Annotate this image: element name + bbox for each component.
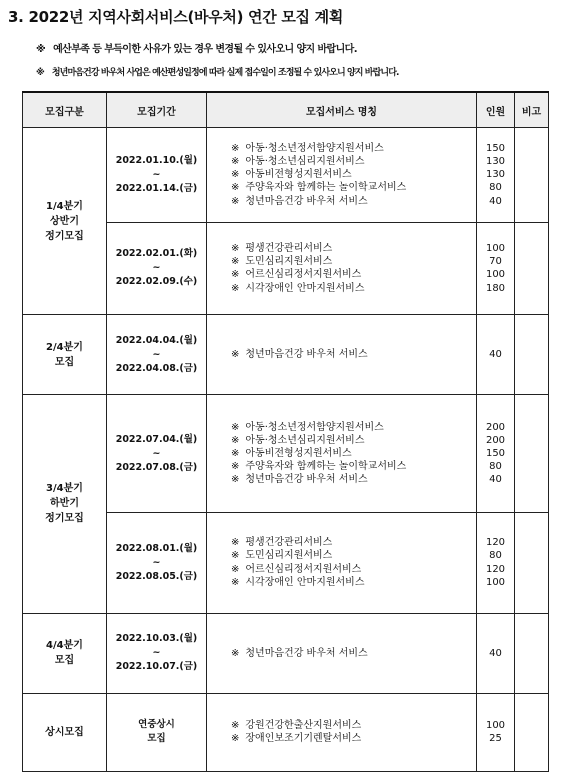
reference-mark: ※ bbox=[231, 576, 240, 588]
count-value: 100 bbox=[485, 243, 506, 255]
service-item bbox=[231, 242, 476, 255]
count-value: 200 bbox=[485, 434, 506, 446]
count-value: 40 bbox=[489, 349, 502, 361]
category-cell bbox=[23, 128, 107, 315]
table-row bbox=[23, 395, 549, 512]
notice-text: 예산부족 등 부득이한 사유가 있는 경우 변경될 수 있사오니 양지 바랍니다. bbox=[53, 44, 357, 55]
category-text: 상반기 bbox=[50, 215, 79, 227]
category-text: 2/4분기 bbox=[46, 341, 83, 353]
page-title: 3. 2022년 지역사회서비스(바우처) 연간 모집 계획 bbox=[8, 8, 344, 26]
reference-mark: ※ bbox=[36, 44, 46, 55]
category-cell bbox=[23, 315, 107, 395]
header-remarks: 비고 bbox=[515, 92, 549, 128]
period-text: ~ bbox=[152, 447, 161, 459]
service-name: 주양육자와 함께하는 놀이학교서비스 bbox=[245, 461, 407, 473]
period-text: ~ bbox=[152, 168, 161, 180]
service-name: 주양육자와 함께하는 놀이학교서비스 bbox=[245, 182, 407, 194]
table-row bbox=[23, 128, 549, 223]
reference-mark: ※ bbox=[231, 256, 240, 268]
service-name: 도민심리지원서비스 bbox=[245, 256, 333, 268]
category-cell bbox=[23, 693, 107, 771]
count-value: 200 bbox=[485, 421, 506, 433]
service-cell bbox=[207, 395, 477, 512]
category-text: 정기모집 bbox=[45, 230, 84, 242]
count-value: 120 bbox=[485, 563, 506, 575]
service-item bbox=[231, 255, 476, 268]
reference-mark: ※ bbox=[231, 537, 240, 549]
service-name: 시각장애인 안마지원서비스 bbox=[245, 282, 365, 294]
service-item bbox=[231, 536, 476, 549]
service-item bbox=[231, 142, 476, 155]
remarks-cell bbox=[515, 613, 549, 693]
count-value: 40 bbox=[489, 647, 502, 659]
remarks-cell bbox=[515, 512, 549, 613]
service-cell bbox=[207, 222, 477, 315]
reference-mark: ※ bbox=[231, 421, 240, 433]
service-item bbox=[231, 732, 476, 745]
notice-line-2 bbox=[36, 65, 399, 78]
service-item bbox=[231, 473, 476, 486]
service-name: 강원건강한출산지원서비스 bbox=[245, 720, 362, 732]
period-text: 연중상시 bbox=[138, 719, 175, 731]
category-text: 모집 bbox=[54, 356, 75, 368]
service-item bbox=[231, 563, 476, 576]
period-text: 2022.04.08.(금) bbox=[115, 362, 198, 374]
count-value: 130 bbox=[485, 156, 506, 168]
count-cell bbox=[477, 613, 515, 693]
service-name: 아동·청소년정서함양지원서비스 bbox=[245, 421, 384, 433]
period-text: 2022.10.07.(금) bbox=[115, 661, 198, 673]
period-cell bbox=[107, 315, 207, 395]
reference-mark: ※ bbox=[231, 720, 240, 732]
category-text: 4/4분기 bbox=[46, 640, 83, 652]
service-name: 도민심리지원서비스 bbox=[245, 550, 333, 562]
reference-mark: ※ bbox=[231, 733, 240, 745]
remarks-cell bbox=[515, 128, 549, 223]
service-item bbox=[231, 447, 476, 460]
service-name: 어르신심리정서지원서비스 bbox=[245, 269, 362, 281]
service-cell bbox=[207, 315, 477, 395]
service-name: 평생건강관리서비스 bbox=[245, 537, 333, 549]
period-text: 2022.08.01.(월) bbox=[115, 542, 198, 554]
service-item bbox=[231, 195, 476, 208]
category-text: 1/4분기 bbox=[46, 200, 83, 212]
reference-mark: ※ bbox=[231, 461, 240, 473]
service-name: 평생건강관리서비스 bbox=[245, 243, 333, 255]
service-item bbox=[231, 181, 476, 194]
remarks-cell bbox=[515, 315, 549, 395]
period-text: 2022.07.04.(월) bbox=[115, 433, 198, 445]
service-cell bbox=[207, 693, 477, 771]
service-item bbox=[231, 460, 476, 473]
service-item bbox=[231, 155, 476, 168]
service-name: 청년마음건강 바우처 서비스 bbox=[245, 349, 368, 361]
service-name: 청년마음건강 바우처 서비스 bbox=[245, 474, 368, 486]
count-value: 80 bbox=[489, 550, 502, 562]
service-item bbox=[231, 576, 476, 589]
period-text: 모집 bbox=[147, 733, 166, 745]
period-cell bbox=[107, 512, 207, 613]
header-period: 모집기간 bbox=[107, 92, 207, 128]
remarks-cell bbox=[515, 222, 549, 315]
count-cell bbox=[477, 512, 515, 613]
service-item bbox=[231, 168, 476, 181]
period-text: 2022.02.01.(화) bbox=[115, 248, 198, 260]
category-text: 상시모집 bbox=[45, 726, 84, 738]
header-service-name: 모집서비스 명칭 bbox=[207, 92, 477, 128]
category-text: 3/4분기 bbox=[46, 483, 83, 495]
count-value: 180 bbox=[485, 282, 506, 294]
service-name: 아동비전형성지원서비스 bbox=[245, 447, 352, 459]
category-text: 정기모집 bbox=[45, 513, 84, 525]
period-text: 2022.02.09.(수) bbox=[115, 276, 198, 288]
service-item bbox=[231, 421, 476, 434]
service-name: 아동·청소년심리지원서비스 bbox=[245, 434, 365, 446]
remarks-cell bbox=[515, 395, 549, 512]
reference-mark: ※ bbox=[231, 269, 240, 281]
reference-mark: ※ bbox=[231, 550, 240, 562]
count-value: 120 bbox=[485, 537, 506, 549]
count-cell bbox=[477, 315, 515, 395]
reference-mark: ※ bbox=[231, 282, 240, 294]
count-value: 150 bbox=[485, 142, 506, 154]
notice-line-1 bbox=[36, 40, 357, 55]
reference-mark: ※ bbox=[231, 195, 240, 207]
reference-mark: ※ bbox=[231, 142, 240, 154]
reference-mark: ※ bbox=[231, 169, 240, 181]
period-text: ~ bbox=[152, 556, 161, 568]
period-cell bbox=[107, 222, 207, 315]
category-text: 모집 bbox=[54, 655, 75, 667]
service-item bbox=[231, 647, 476, 660]
count-value: 40 bbox=[489, 195, 502, 207]
header-count: 인원 bbox=[477, 92, 515, 128]
count-value: 80 bbox=[489, 182, 502, 194]
reference-mark: ※ bbox=[231, 156, 240, 168]
recruitment-schedule-table bbox=[22, 91, 549, 772]
service-name: 아동·청소년정서함양지원서비스 bbox=[245, 142, 384, 154]
notice-text: 청년마음건강 바우처 사업은 예산편성일정에 따라 실제 접수일이 조정될 수 있사오니 양지 바랍니다. bbox=[51, 68, 399, 78]
header-category: 모집구분 bbox=[23, 92, 107, 128]
count-cell bbox=[477, 693, 515, 771]
period-cell bbox=[107, 693, 207, 771]
reference-mark: ※ bbox=[231, 563, 240, 575]
period-text: 2022.07.08.(금) bbox=[115, 461, 198, 473]
remarks-cell bbox=[515, 693, 549, 771]
period-text: ~ bbox=[152, 348, 161, 360]
reference-mark: ※ bbox=[231, 243, 240, 255]
period-text: 2022.10.03.(월) bbox=[115, 633, 198, 645]
service-item bbox=[231, 434, 476, 447]
service-name: 아동·청소년심리지원서비스 bbox=[245, 156, 365, 168]
reference-mark: ※ bbox=[231, 349, 240, 361]
count-value: 80 bbox=[489, 461, 502, 473]
period-text: 2022.01.10.(월) bbox=[115, 154, 198, 166]
period-text: ~ bbox=[152, 262, 161, 274]
reference-mark: ※ bbox=[231, 474, 240, 486]
table-row bbox=[23, 613, 549, 693]
service-item bbox=[231, 719, 476, 732]
period-text: 2022.04.04.(월) bbox=[115, 334, 198, 346]
period-cell bbox=[107, 128, 207, 223]
category-cell bbox=[23, 395, 107, 613]
service-item bbox=[231, 348, 476, 361]
count-value: 100 bbox=[485, 720, 506, 732]
table-row bbox=[23, 315, 549, 395]
service-name: 아동비전형성지원서비스 bbox=[245, 169, 352, 181]
reference-mark: ※ bbox=[231, 434, 240, 446]
count-value: 100 bbox=[485, 576, 506, 588]
service-item bbox=[231, 549, 476, 562]
service-name: 청년마음건강 바우처 서비스 bbox=[245, 647, 368, 659]
service-name: 어르신심리정서지원서비스 bbox=[245, 563, 362, 575]
reference-mark: ※ bbox=[231, 447, 240, 459]
reference-mark: ※ bbox=[231, 647, 240, 659]
service-name: 청년마음건강 바우처 서비스 bbox=[245, 195, 368, 207]
count-value: 25 bbox=[489, 733, 502, 745]
count-value: 40 bbox=[489, 474, 502, 486]
reference-mark: ※ bbox=[36, 68, 44, 78]
service-cell bbox=[207, 512, 477, 613]
category-text: 하반기 bbox=[50, 498, 79, 510]
reference-mark: ※ bbox=[231, 182, 240, 194]
period-text: 2022.01.14.(금) bbox=[115, 182, 198, 194]
count-value: 150 bbox=[485, 447, 506, 459]
count-cell bbox=[477, 222, 515, 315]
service-cell bbox=[207, 128, 477, 223]
period-text: 2022.08.05.(금) bbox=[115, 570, 198, 582]
service-item bbox=[231, 282, 476, 295]
service-name: 장애인보조기기렌탈서비스 bbox=[245, 733, 362, 745]
period-cell bbox=[107, 395, 207, 512]
table-row bbox=[23, 693, 549, 771]
count-value: 130 bbox=[485, 169, 506, 181]
service-item bbox=[231, 268, 476, 281]
table-header-row bbox=[23, 92, 549, 128]
service-cell bbox=[207, 613, 477, 693]
count-cell bbox=[477, 128, 515, 223]
period-text: ~ bbox=[152, 647, 161, 659]
period-cell bbox=[107, 613, 207, 693]
count-value: 70 bbox=[489, 256, 502, 268]
count-cell bbox=[477, 395, 515, 512]
category-cell bbox=[23, 613, 107, 693]
count-value: 100 bbox=[485, 269, 506, 281]
service-name: 시각장애인 안마지원서비스 bbox=[245, 576, 365, 588]
